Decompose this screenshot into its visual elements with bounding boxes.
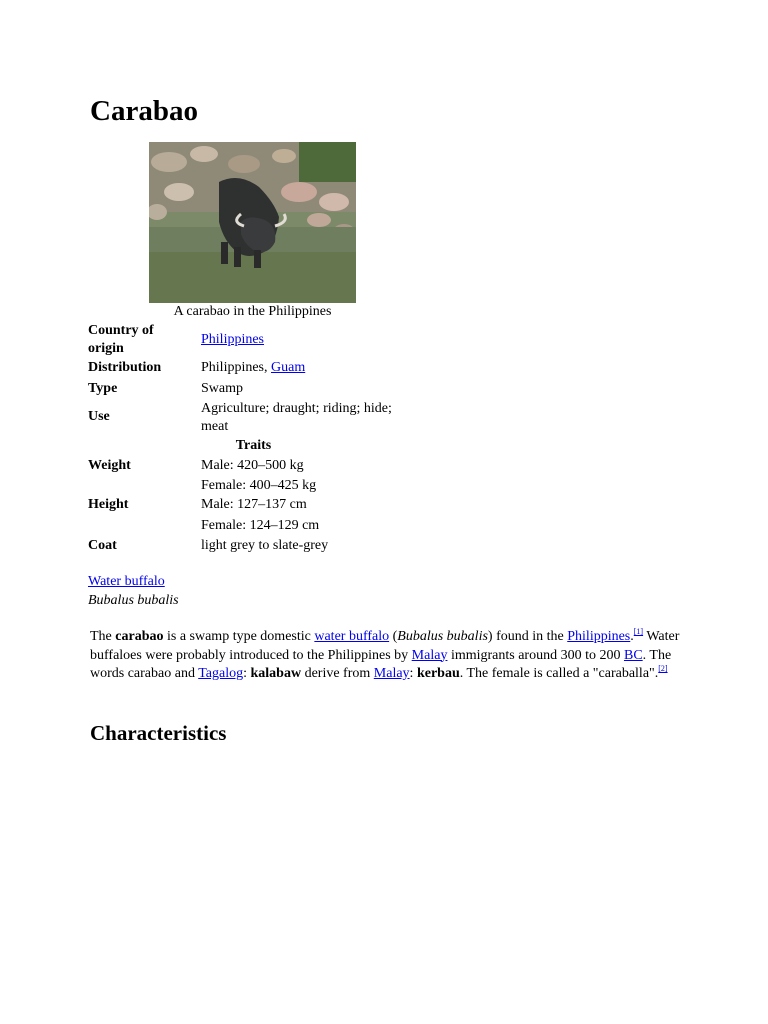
label-coat: Coat <box>88 538 117 553</box>
link-tagalog[interactable]: Tagalog <box>198 666 244 681</box>
intro-text-12: . The female is called a "caraballa". <box>459 666 659 681</box>
intro-bold-kerbau: kerbau <box>416 666 460 681</box>
value-coat: light grey to slate-grey <box>201 538 329 553</box>
value-use: Agriculture; draught; riding; hide; meat <box>201 401 392 434</box>
label-country-of-origin: Country of origin <box>88 323 154 356</box>
value-distribution-text: Philippines, <box>201 360 272 375</box>
intro-text-9: : <box>243 666 251 681</box>
link-guam[interactable]: Guam <box>271 360 306 375</box>
link-philippines-inline[interactable]: Philippines <box>567 629 631 644</box>
intro-text-4: ) found in the <box>487 629 568 644</box>
carabao-photo <box>149 142 356 303</box>
link-malay-2[interactable]: Malay <box>373 666 410 681</box>
link-malay-1[interactable]: Malay <box>411 647 448 663</box>
value-distribution <box>201 359 416 377</box>
section-heading-characteristics: Characteristics <box>90 721 227 745</box>
ref-1-link[interactable]: [1] <box>633 627 644 636</box>
intro-text-1: The <box>90 629 116 644</box>
intro-text-3: ( <box>389 629 398 644</box>
value-weight-female: Female: 400–425 kg <box>201 478 317 493</box>
intro-text-2: is a swamp type domestic <box>163 629 315 644</box>
value-weight-male: Male: 420–500 kg <box>201 458 304 473</box>
value-type: Swamp <box>201 381 243 396</box>
link-water-buffalo[interactable]: Water buffalo <box>88 574 165 589</box>
intro-bold-kalabaw: kalabaw <box>250 666 302 681</box>
intro-text-10: derive from <box>301 666 374 681</box>
page-title: Carabao <box>90 95 198 127</box>
intro-text-8: . The words carabao and <box>90 647 672 681</box>
intro-paragraph <box>90 628 680 684</box>
photo-caption: A carabao in the Philippines <box>173 304 332 319</box>
binomial-name: Bubalus bubalis <box>88 593 179 608</box>
value-height-female: Female: 124–129 cm <box>201 518 320 533</box>
link-philippines[interactable]: Philippines <box>201 332 265 347</box>
intro-text-5: . <box>630 629 634 644</box>
link-bc[interactable]: BC <box>623 647 643 663</box>
label-use: Use <box>88 409 110 424</box>
intro-italic-binomial: Bubalus bubalis <box>397 629 488 644</box>
label-height: Height <box>88 497 129 512</box>
link-water-buffalo-inline[interactable]: water buffalo <box>314 629 390 644</box>
ref-2-link[interactable]: [2] <box>658 664 668 673</box>
label-type: Type <box>88 381 118 396</box>
intro-bold-carabao: carabao <box>115 629 164 644</box>
label-distribution: Distribution <box>88 360 162 375</box>
traits-heading: Traits <box>235 438 272 453</box>
label-weight: Weight <box>88 458 131 473</box>
value-height-male: Male: 127–137 cm <box>201 497 307 512</box>
intro-text-11: : <box>409 666 417 681</box>
carabao-photo-image <box>149 142 356 303</box>
intro-text-6: Water buffaloes were probably introduced to the Philippines by <box>90 629 680 663</box>
intro-text-7: immigrants around 300 to 200 <box>447 647 624 663</box>
